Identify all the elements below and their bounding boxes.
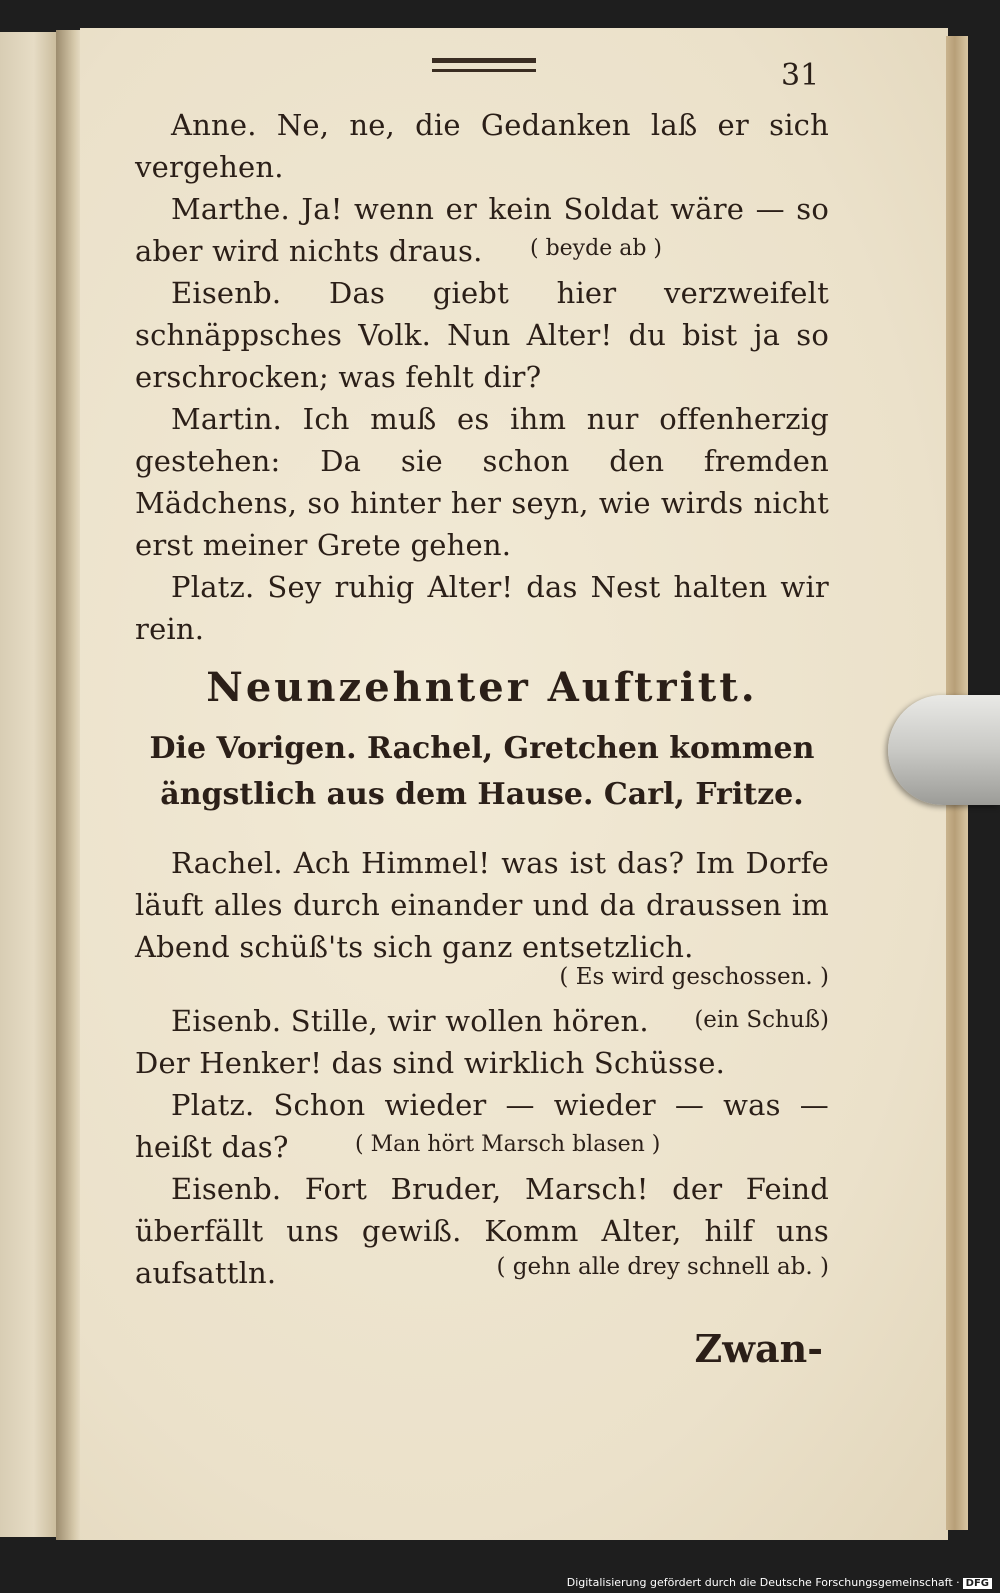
dialogue-eisenb: Eisenb. Das giebt hier verzweifelt schnäppsches Volk. Nun Alter! du bist ja so erschrocken; was fehlt dir? <box>135 276 829 394</box>
dialogue-eisenb: Eisenb. Fort Bruder, Marsch! der Feind überfällt uns gewiß. Komm Alter, hilf uns aufsattln. <box>135 1172 829 1290</box>
stage-direction: ( gehn alle drey schnell ab. ) <box>496 1254 829 1280</box>
dfg-logo: DFG <box>963 1578 992 1589</box>
dialogue-platz: Platz. Schon wieder — wieder — was — heißt das? <box>135 1088 829 1164</box>
digitization-credit <box>567 1576 992 1589</box>
page-number: 31 <box>781 58 820 93</box>
dialogue-marthe: Marthe. Ja! wenn er kein Soldat wäre — so aber wird nichts draus. <box>135 192 829 268</box>
page-clip <box>888 695 1000 805</box>
stage-direction: ( beyde ab ) <box>530 236 662 261</box>
dialogue-platz: Platz. Sey ruhig Alter! das Nest halten wir rein. <box>135 570 829 646</box>
scene-cast: Die Vorigen. Rachel, Gretchen kommen ängstlich aus dem Hause. Carl, Fritze. <box>149 731 815 812</box>
scene-title: Neunzehnter Auftritt. <box>206 664 758 711</box>
dialogue-eisenb-continued: Der Henker! das sind wirklich Schüsse. <box>135 1046 726 1080</box>
dialogue-martin: Martin. Ich muß es ihm nur offenherzig gestehen: Da sie schon den fremden Mädchens, so hinter her seyn, wie wirds nicht erst meiner Grete gehen. <box>135 402 829 562</box>
credit-text: Digitalisierung gefördert durch die Deutsche Forschungsgemeinschaft · <box>566 1576 960 1589</box>
stage-direction: ( Es wird geschossen. ) <box>559 964 829 990</box>
header-rule <box>432 58 536 72</box>
stage-direction: ( Man hört Marsch blasen ) <box>355 1132 661 1157</box>
stage-direction: (ein Schuß) <box>694 1007 829 1033</box>
book-gutter <box>56 30 82 1540</box>
dialogue-anne: Anne. Ne, ne, die Gedanken laß er sich vergehen. <box>135 108 829 184</box>
left-page-edge <box>0 32 56 1537</box>
catchword: Zwan- <box>694 1326 823 1371</box>
dialogue-eisenb: Eisenb. Stille, wir wollen hören. <box>171 1004 649 1038</box>
dialogue-rachel: Rachel. Ach Himmel! was ist das? Im Dorfe läuft alles durch einander und da draussen im Abend schüß'ts sich ganz entsetzlich. <box>135 846 829 964</box>
